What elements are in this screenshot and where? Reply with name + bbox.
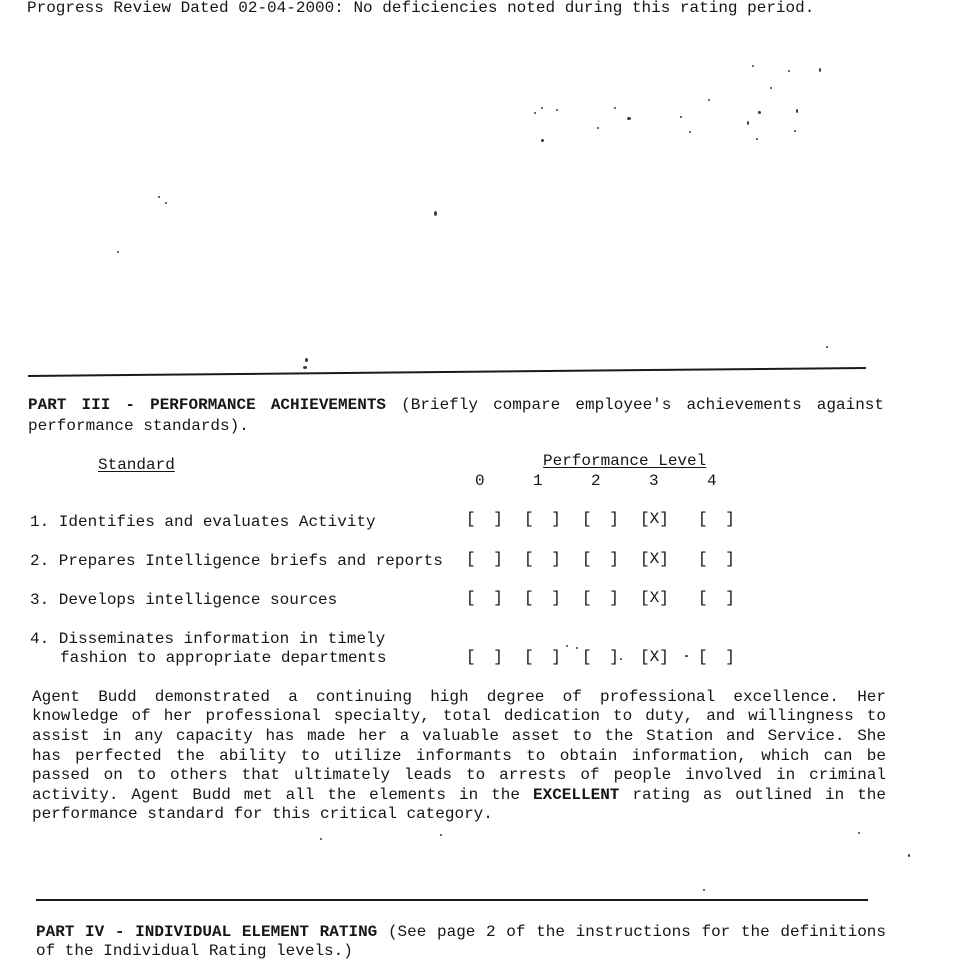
rating-box-level-0: [ ] [466, 648, 503, 666]
scan-speck [158, 196, 160, 198]
rating-box-level-2: [ ] [582, 510, 619, 528]
rating-box-level-3: [X] [640, 550, 669, 568]
scan-speck [689, 131, 691, 133]
scan-speck [908, 854, 910, 857]
scan-speck [794, 130, 796, 132]
scan-speck [747, 121, 749, 125]
standard-row-label: 3. Develops intelligence sources [30, 591, 338, 609]
scan-speck [303, 366, 307, 369]
scan-speck [440, 834, 442, 836]
narrative-line: passed on to others that ultimately leads to arrests of people involved in criminal [32, 766, 886, 784]
part4-title: PART IV - INDIVIDUAL ELEMENT RATING [36, 923, 378, 941]
performance-level-header: Performance Level [543, 452, 707, 470]
standard-row-label-cont: fashion to appropriate departments [60, 649, 387, 667]
rating-box-level-2: [ ] [582, 550, 619, 568]
rating-box-level-2: [ ] [582, 589, 619, 607]
scan-speck [620, 658, 622, 660]
scan-speck [556, 109, 558, 111]
scan-speck [541, 107, 543, 109]
rating-box-level-0: [ ] [466, 550, 503, 568]
narrative-line: knowledge of her professional specialty, total dedication to duty, and willingness to [32, 707, 886, 725]
level-number-4: 4 [707, 472, 717, 490]
rating-box-level-2: [ ] [582, 648, 619, 666]
scan-speck [826, 346, 828, 348]
scan-speck [708, 99, 710, 101]
standard-row-label: 1. Identifies and evaluates Activity [30, 513, 376, 531]
rating-box-level-3: [X] [640, 510, 669, 528]
rating-box-level-0: [ ] [466, 510, 503, 528]
scan-speck [614, 107, 616, 109]
narrative-line: assist in any capacity has made her a valuable asset to the Station and Service. She [32, 727, 886, 745]
scan-speck [858, 832, 860, 834]
rating-box-level-1: [ ] [524, 550, 561, 568]
scan-speck [756, 138, 758, 140]
level-number-2: 2 [591, 472, 601, 490]
scan-speck [627, 117, 631, 120]
scan-speck [434, 211, 437, 216]
scan-speck [752, 65, 754, 67]
rating-box-level-4: [ ] [698, 648, 735, 666]
narrative-line: Agent Budd demonstrated a continuing high degree of professional excellence. Her [32, 688, 886, 706]
rating-box-level-3: [X] [640, 589, 669, 607]
scan-speck [117, 251, 119, 253]
scan-speck [796, 109, 798, 113]
narrative-line: has perfected the ability to utilize informants to obtain information, which can be [32, 747, 886, 765]
scan-speck [576, 647, 578, 649]
scan-speck [788, 70, 790, 72]
rating-box-level-4: [ ] [698, 550, 735, 568]
rating-box-level-1: [ ] [524, 648, 561, 666]
level-number-3: 3 [649, 472, 659, 490]
narrative-line [32, 786, 886, 804]
rating-box-level-3: [X] [640, 648, 669, 666]
scan-speck [566, 645, 568, 647]
narrative-text: activity. Agent Budd met all the elements in the [32, 786, 520, 804]
scan-speck [758, 111, 761, 114]
part3-instruction: (Briefly compare employee's achievements against [401, 396, 885, 414]
scan-speck [534, 112, 536, 114]
rating-box-level-4: [ ] [698, 510, 735, 528]
part3-heading-line [28, 396, 884, 414]
progress-review-note: Progress Review Dated 02-04-2000: No deficiencies noted during this rating period. [27, 0, 815, 17]
level-number-0: 0 [475, 472, 485, 490]
scan-speck [819, 68, 821, 72]
standard-column-header: Standard [98, 456, 175, 474]
scan-speck [770, 87, 772, 89]
narrative-text: rating as outlined in the [632, 786, 886, 804]
excellent-rating-term: EXCELLENT [532, 786, 620, 804]
part4-instruction-cont: of the Individual Rating levels.) [36, 942, 353, 960]
standard-row-label: 2. Prepares Intelligence briefs and reports [30, 552, 443, 570]
rating-box-level-4: [ ] [698, 589, 735, 607]
narrative-line: performance standard for this critical category. [32, 805, 493, 823]
scan-speck [305, 358, 308, 362]
scan-speck [703, 889, 705, 891]
part3-title: PART III - PERFORMANCE ACHIEVEMENTS [28, 396, 387, 414]
scan-speck [165, 202, 167, 204]
section-rule-top [28, 367, 866, 377]
scan-speck [541, 139, 544, 142]
scan-speck [680, 116, 682, 118]
scan-speck [597, 127, 599, 129]
rating-box-level-0: [ ] [466, 589, 503, 607]
section-rule-bottom [36, 899, 868, 901]
part3-instruction-cont: performance standards). [28, 417, 249, 435]
part4-instruction: (See page 2 of the instructions for the definitions [387, 923, 886, 941]
standard-row-label: 4. Disseminates information in timely [30, 630, 386, 648]
scan-speck [685, 655, 688, 657]
rating-box-level-1: [ ] [524, 589, 561, 607]
scan-speck [320, 838, 322, 840]
part4-heading-line [36, 923, 886, 941]
level-number-1: 1 [533, 472, 543, 490]
rating-box-level-1: [ ] [524, 510, 561, 528]
